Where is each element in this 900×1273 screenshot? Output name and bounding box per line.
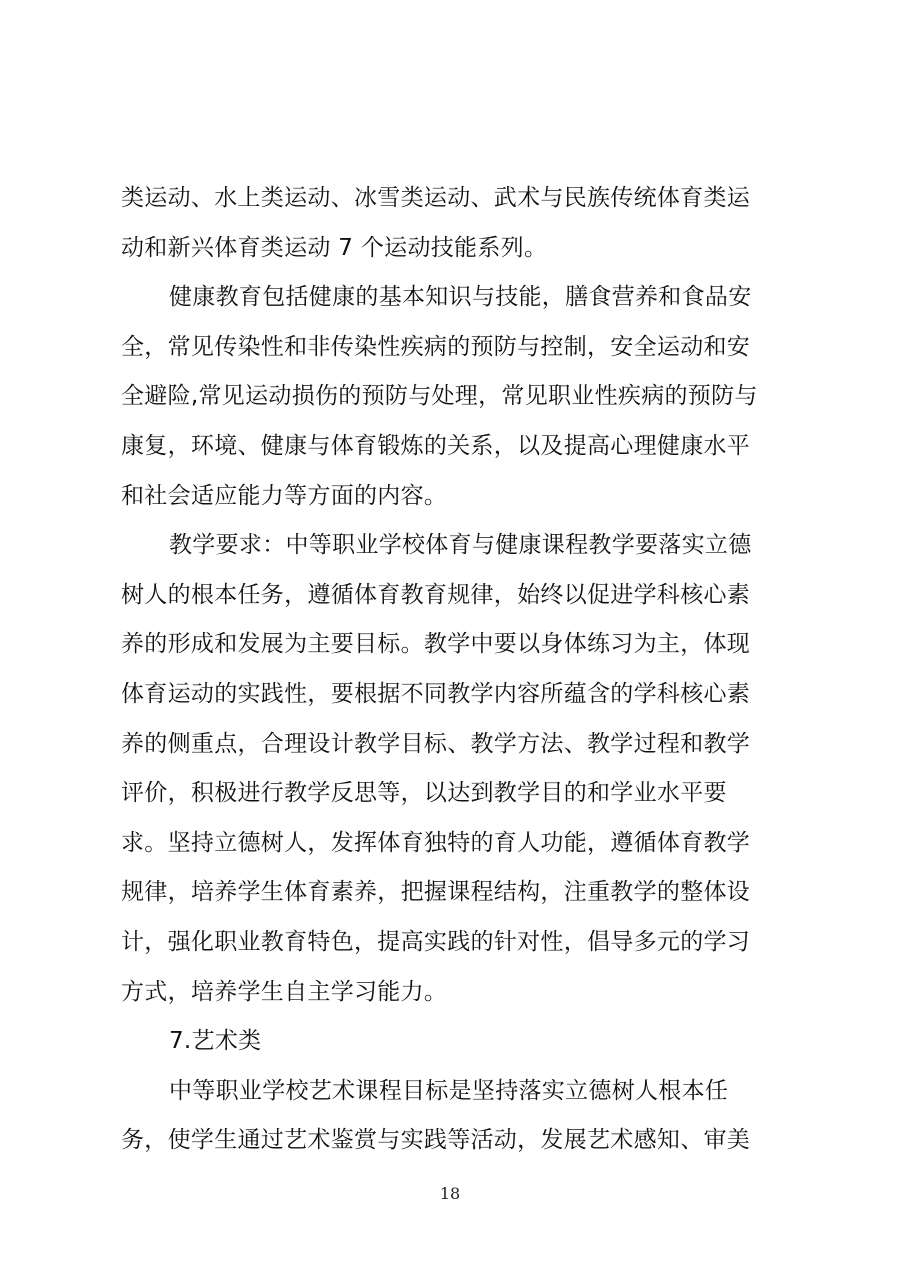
text-line: 全，常见传染性和非传染性疾病的预防与控制，安全运动和安: [121, 333, 751, 360]
text-line: 体育运动的实践性，要根据不同教学内容所蕴含的学科核心素: [121, 680, 751, 707]
section-heading: 7.艺术类: [169, 1028, 262, 1055]
text-line: 养的侧重点，合理设计教学目标、教学方法、教学过程和教学: [121, 730, 751, 757]
text-line: 评价，积极进行教学反思等，以达到教学目的和学业水平要: [121, 780, 727, 807]
text-line: 和社会适应能力等方面的内容。: [121, 482, 448, 509]
text-line: 康复，环境、健康与体育锻炼的关系，以及提高心理健康水平: [121, 432, 751, 459]
page-number: 18: [439, 1184, 461, 1203]
text-line: 养的形成和发展为主要目标。教学中要以身体练习为主，体现: [121, 631, 751, 658]
text-line: 方式，培养学生自主学习能力。: [121, 978, 448, 1005]
text-line: 类运动、水上类运动、冰雪类运动、武术与民族传统体育类运: [121, 185, 751, 211]
text-line: 规律，培养学生体育素养，把握课程结构，注重教学的整体设: [121, 879, 751, 906]
text-line: 计，强化职业教育特色，提高实践的针对性，倡导多元的学习: [121, 928, 751, 955]
text-line: 树人的根本任务，遵循体育教育规律，始终以促进学科核心素: [121, 581, 751, 608]
text-line: 全避险,常见运动损伤的预防与处理，常见职业性疾病的预防与: [121, 383, 758, 410]
text-line: 动和新兴体育类运动 7 个运动技能系列。: [121, 234, 548, 261]
text-line: 务，使学生通过艺术鉴赏与实践等活动，发展艺术感知、审美: [121, 1127, 751, 1154]
document-body: [121, 174, 786, 1166]
text-line: 健康教育包括健康的基本知识与技能，膳食营养和食品安: [169, 284, 752, 311]
text-line: 中等职业学校艺术课程目标是坚持落实立德树人根本任: [169, 1077, 729, 1104]
text-line: 求。坚持立德树人，发挥体育独特的育人功能，遵循体育教学: [121, 829, 751, 856]
text-line: 教学要求：中等职业学校体育与健康课程教学要落实立德: [169, 532, 752, 559]
